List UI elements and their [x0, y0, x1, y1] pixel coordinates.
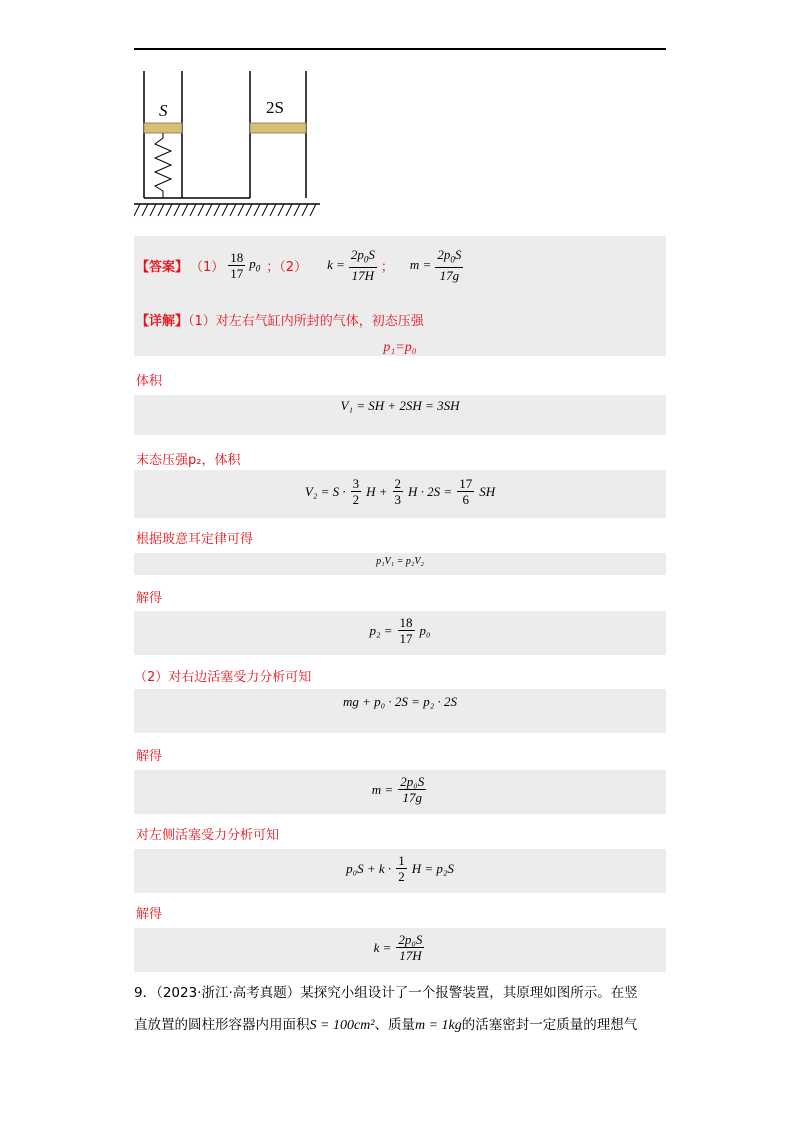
answer-part1: （1） — [190, 259, 225, 275]
p1-equation: p₁=p₀ — [383, 340, 417, 355]
boyle-label: 根据玻意耳定律可得 — [136, 532, 254, 547]
answer-k-fraction: $\frac{2p_0S}{17H}$ — [350, 246, 375, 284]
label-left-area: S — [159, 101, 168, 120]
p2-equation: p₂ = $\frac{18}{17}$ p₀ — [369, 615, 431, 646]
final-state-label: 末态压强p₂，体积 — [136, 453, 241, 468]
left-piston-label: 对左侧活塞受力分析可知 — [136, 828, 280, 843]
volume-label: 体积 — [136, 374, 163, 389]
right-piston-label: （2）对右边活塞受力分析可知 — [134, 670, 312, 685]
right-piston — [250, 123, 306, 133]
right-piston-equation: mg + p₀ · 2S = p₂ · 2S — [343, 694, 457, 709]
detail-tag: 【详解】 — [136, 314, 189, 329]
header-rule — [134, 48, 666, 50]
answer-tag: 【答案】 — [136, 259, 189, 275]
boyle-equation: p₁V₁ = p₂V₂ — [376, 556, 424, 567]
cylinder-diagram — [134, 66, 324, 222]
question-9-line1: 9．（2023·浙江·高考真题）某探究小组设计了一个报警装置，其原理如图所示。在竖 — [134, 985, 638, 1001]
answer-m-label: m = — [409, 257, 432, 272]
solve1-label: 解得 — [136, 591, 163, 606]
question-mass-value: m = 1kg — [414, 1018, 462, 1033]
m-equation: m = $\frac{\text{2p₀S}}{17g}$ — [371, 774, 425, 805]
ground-hatching — [134, 204, 316, 216]
answer-sep: ；（2） — [266, 259, 308, 275]
left-piston — [144, 123, 182, 133]
answer-p0: $p_0$ — [249, 256, 261, 274]
answer-k-label: k = — [327, 257, 345, 272]
answer-line — [136, 240, 465, 290]
solve3-label: 解得 — [136, 907, 163, 922]
detail-line — [136, 310, 424, 329]
spring — [155, 133, 171, 198]
left-piston-equation: p₀S + k · $\frac{1}{2}$ H = p₂S — [346, 853, 454, 884]
v2-equation: V₂ = S · $\frac{3}{2}$ H + $\frac{2}{3}$ H · 2S = $\frac{17}{6}$ SH — [304, 476, 496, 507]
v1-equation: V₁ = SH + 2SH = 3SH — [340, 398, 460, 413]
answer-m-fraction: $\frac{2p_0S}{17g}$ — [437, 246, 462, 284]
solve2-label: 解得 — [136, 749, 163, 764]
label-right-area: 2S — [266, 98, 284, 117]
question-9-line2: 直放置的圆柱形容器内用面积S = 100cm²、质量m = 1kg的活塞密封一定质量的理想气 — [134, 1017, 638, 1033]
question-area-value: S = 100cm² — [309, 1018, 375, 1033]
answer-semicolon: ； — [380, 259, 394, 275]
k-equation: k = $\frac{\text{2p₀S}}{17H}$ — [373, 932, 423, 963]
detail-text: （1）对左右气缸内所封的气体，初态压强 — [188, 314, 424, 329]
answer-p2-fraction: $\frac{18}{17}$ — [230, 249, 244, 281]
